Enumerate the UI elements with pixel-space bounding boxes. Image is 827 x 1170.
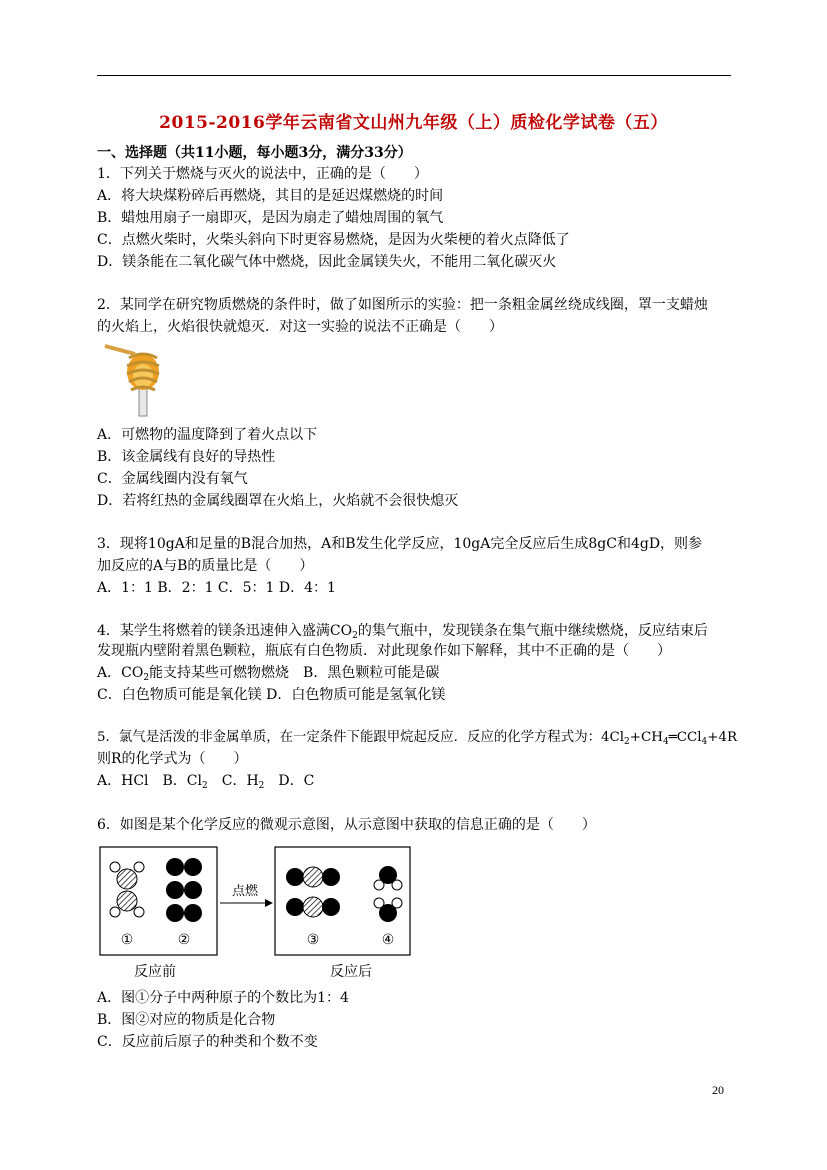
q4-stem-line2: 发现瓶内壁附着黑色颗粒，瓶底有白色物质．对此现象作如下解释，其中不正确的是（ ） (97, 643, 671, 659)
q5-stem-line1: 5．氯气是活泼的非金属单质，在一定条件下能跟甲烷起反应．反应的化学方程式为：$4Cl_2+CH_4═CCl_4+4R$ (97, 730, 738, 747)
q1-option-a: A．将大块煤粉碎后再燃烧，其目的是延迟煤燃烧的时间 (97, 188, 444, 204)
chemical-equation: $4Cl_2+CH_4═CCl_4+4R$ (600, 730, 738, 747)
page-title: 2015-2016学年云南省文山州九年级（上）质检化学试卷（五） (159, 113, 668, 133)
molecule-4 (374, 866, 402, 922)
marker-3: ③ (306, 932, 320, 948)
q1-option-d: D．镁条能在二氧化碳气体中燃烧，因此金属镁失火，不能用二氧化碳灭火 (97, 254, 557, 270)
marker-4: ④ (381, 932, 395, 948)
arrow-label: 点燃 (231, 884, 259, 899)
q3-stem-line1: 3．现将10gA和足量的B混合加热，A和B发生化学反应，10gA完全反应后生成8gC和4gD，则参 (97, 536, 703, 552)
q5-options: A．HCl B．$Cl_2$ C．$H_2$ D．C (97, 773, 315, 791)
q2-option-c: C．金属线圈内没有氧气 (97, 471, 248, 487)
q2-option-b: B．该金属线有良好的导热性 (97, 449, 276, 465)
q3-options: A．1：1 B．2：1 C．5：1 D．4：1 (97, 580, 336, 596)
q2-option-d: D．若将红热的金属线圈罩在火焰上，火焰就不会很快熄灭 (97, 493, 459, 509)
reaction-diagram (99, 845, 414, 983)
q5-stem-line2: 则R的化学式为（ ） (97, 751, 248, 767)
q6-option-c: C．反应前后原子的种类和个数不变 (97, 1034, 318, 1050)
q2-stem-line2: 的火焰上，火焰很快就熄灭．对这一实验的说法不正确是（ ） (97, 319, 503, 335)
q4-options-cd: C．白色物质可能是氧化镁 D．白色物质可能是氢氧化镁 (97, 687, 446, 703)
before-caption: 反应前 (134, 964, 176, 980)
header-rule (97, 75, 731, 76)
molecule-3 (286, 867, 340, 917)
q1-option-c: C．点燃火柴时，火柴头斜向下时更容易燃烧，是因为火柴梗的着火点降低了 (97, 232, 570, 248)
q3-stem-line2: 加反应的A与B的质量比是（ ） (97, 558, 314, 574)
q4-stem-line1: 4．某学生将燃着的镁条迅速伸入盛满$CO_2$的集气瓶中，发现镁条在集气瓶中继续燃烧，反应结束后 (97, 623, 708, 641)
page-number: 20 (712, 1083, 724, 1097)
molecule-2 (166, 858, 202, 922)
molecule-1 (110, 862, 144, 917)
marker-1: ① (120, 932, 134, 948)
marker-2: ② (177, 932, 191, 948)
q1-option-b: B．蜡烛用扇子一扇即灭，是因为扇走了蜡烛周围的氧气 (97, 210, 444, 226)
q6-option-b: B．图②对应的物质是化合物 (97, 1012, 276, 1028)
q1-stem: 1．下列关于燃烧与灭火的说法中，正确的是（ ） (97, 166, 428, 182)
after-caption: 反应后 (330, 964, 372, 980)
q2-stem-line1: 2．某同学在研究物质燃烧的条件时，做了如图所示的实验：把一条粗金属丝绕成线圈，罩一支蜡烛 (97, 297, 708, 313)
q2-option-a: A．可燃物的温度降到了着火点以下 (97, 427, 318, 443)
coil-candle-figure (99, 340, 167, 420)
section-heading: 一、选择题（共11小题，每小题3分，满分33分） (97, 145, 412, 161)
q6-stem: 6．如图是某个化学反应的微观示意图，从示意图中获取的信息正确的是（ ） (97, 817, 596, 833)
q6-option-a: A．图①分子中两种原子的个数比为1：4 (97, 990, 349, 1006)
q4-options-ab: A．$CO_2$能支持某些可燃物燃烧 B．黑色颗粒可能是碳 (97, 665, 440, 683)
